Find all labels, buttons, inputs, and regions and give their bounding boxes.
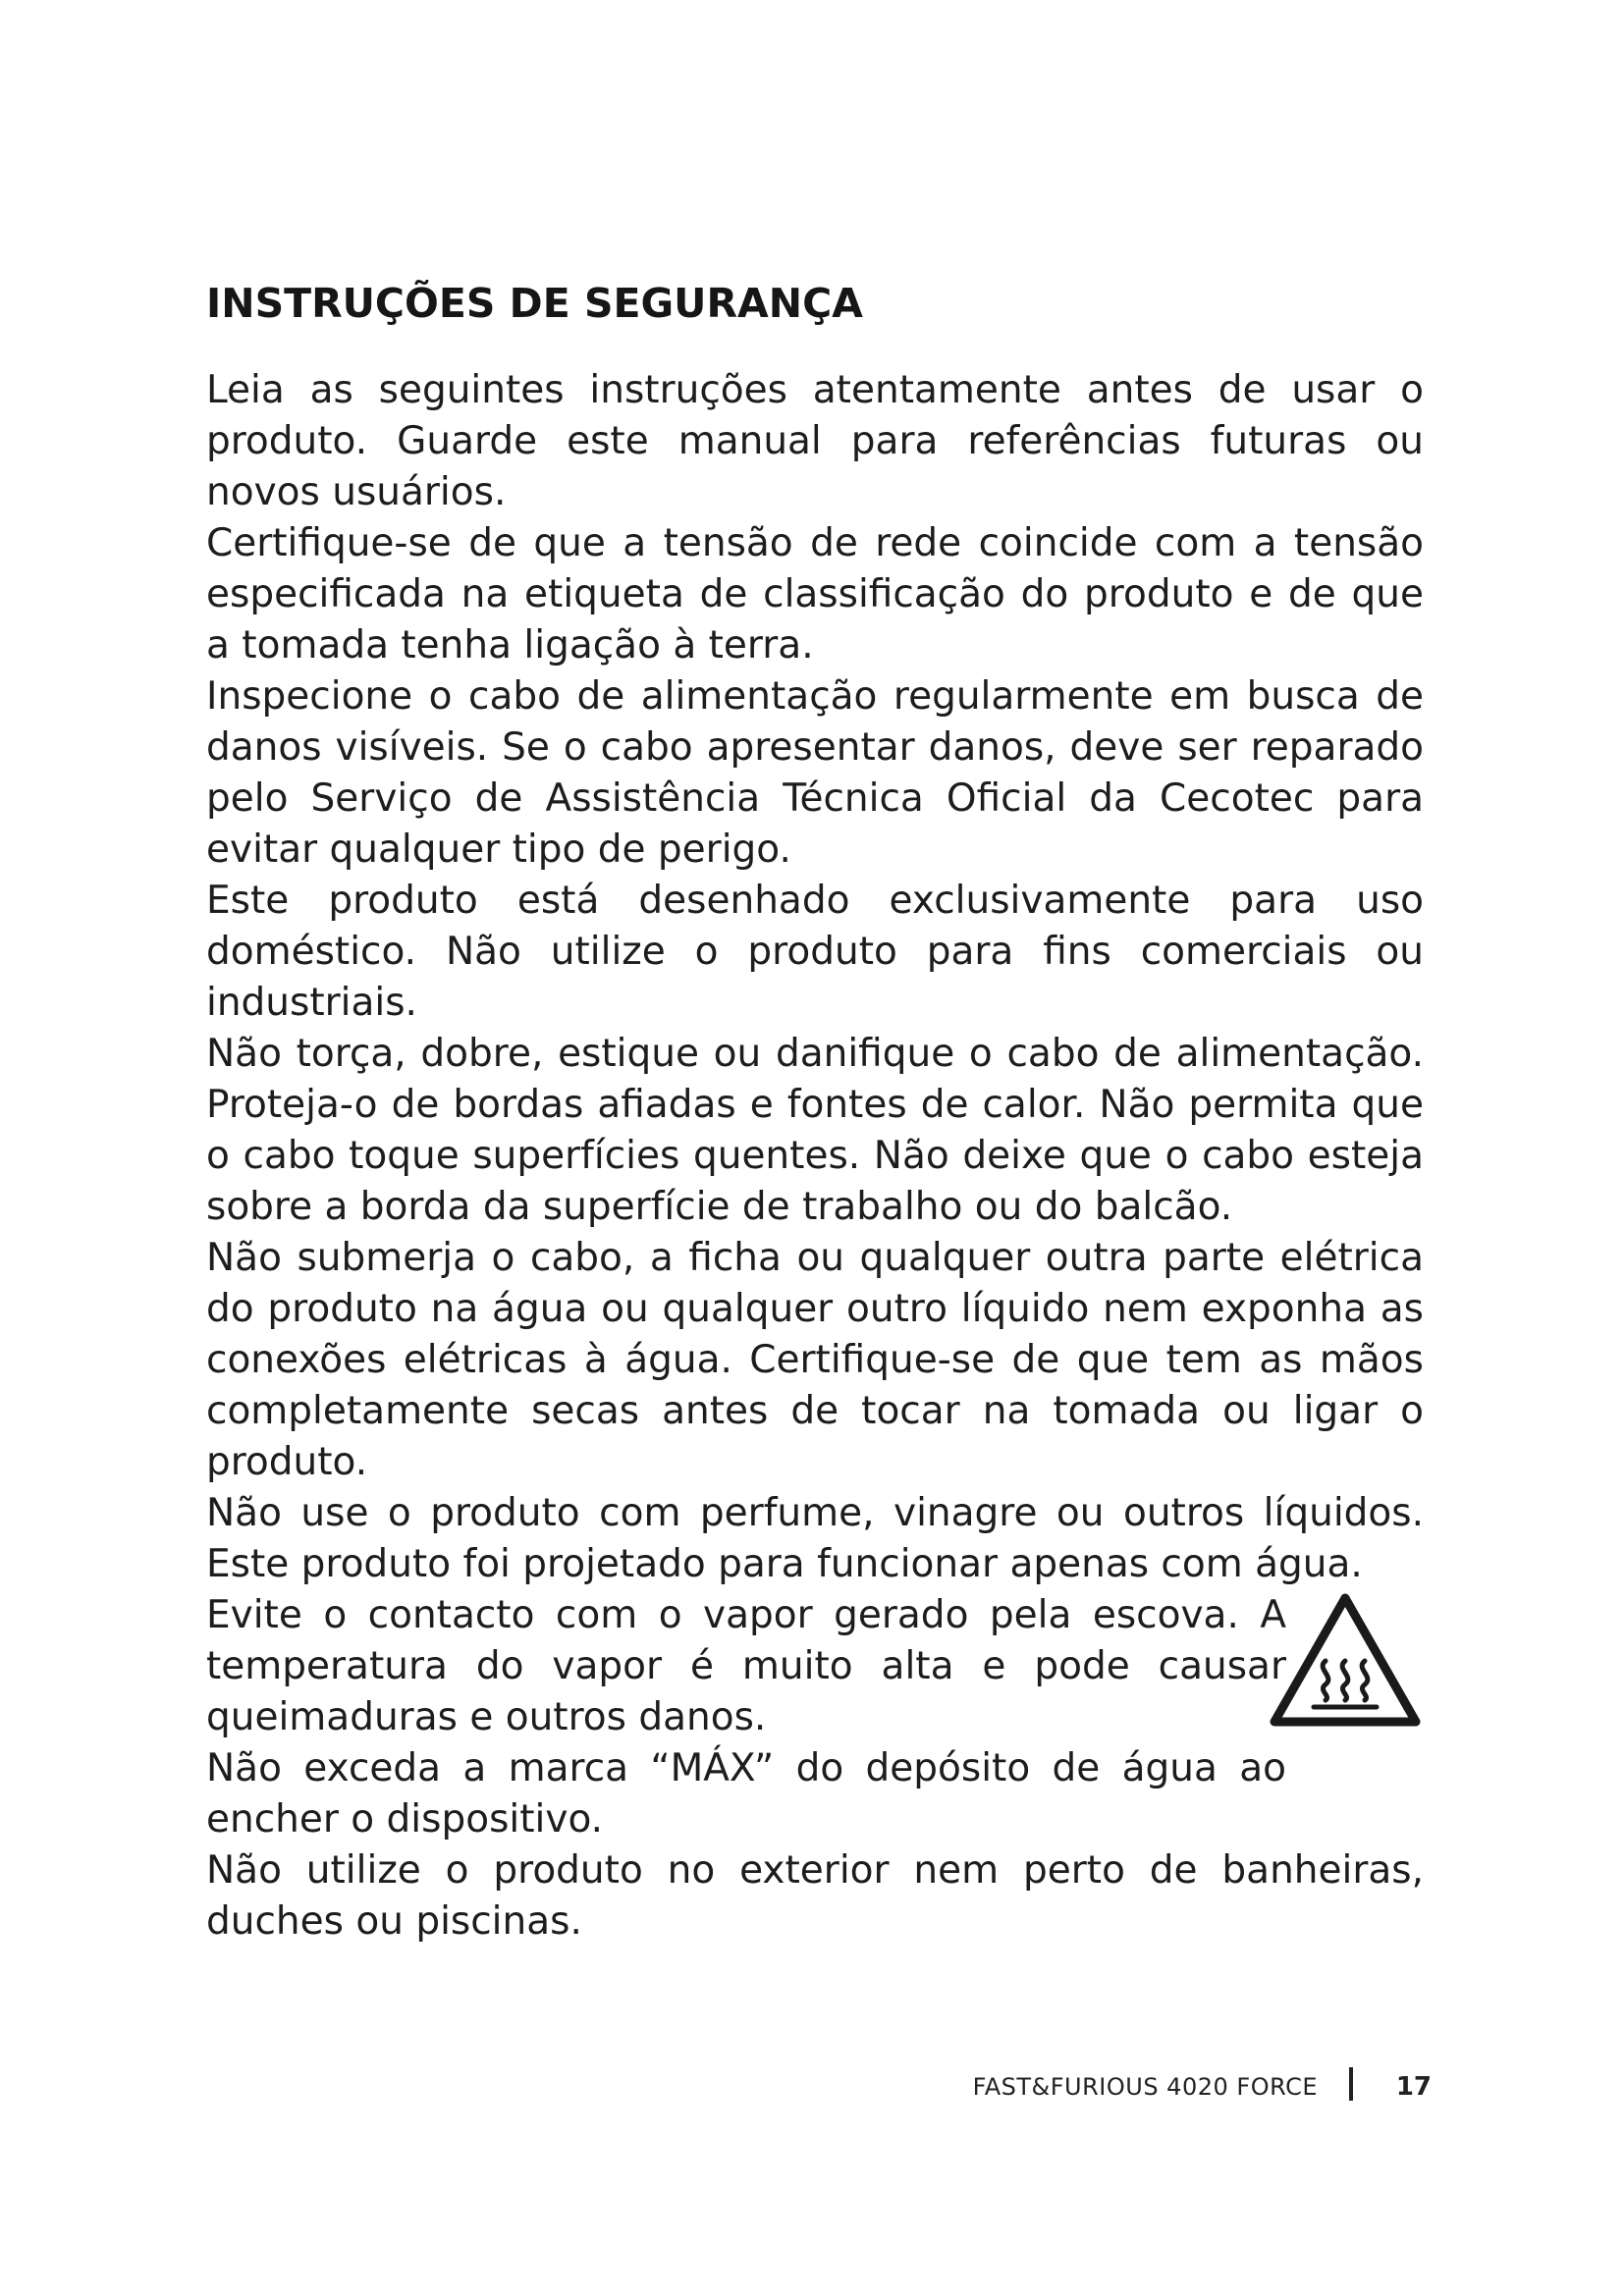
instruction-paragraph: Não submerja o cabo, a ficha ou qualquer outra parte elétrica do produto na água ou qualquer outro líquido nem exponha as conexões elétricas à água. Certifique-se de que tem as mãos completamente secas antes de tocar na tomada ou ligar o produto.	[206, 1236, 1424, 1484]
hot-surface-warning-icon	[1267, 1590, 1424, 1733]
instruction-paragraph: Não exceda a marca “MÁX” do depósito de água ao encher o dispositivo.	[206, 1746, 1286, 1842]
safety-instructions-body	[206, 365, 1424, 1948]
instruction-paragraph: Certifique-se de que a tensão de rede coincide com a tensão especificada na etiqueta de classificação do produto e de que a tomada tenha ligação à terra.	[206, 521, 1424, 667]
page-number: 17	[1395, 2072, 1432, 2102]
product-model-label: FAST&FURIOUS 4020 FORCE	[972, 2073, 1318, 2101]
footer-divider	[1349, 2067, 1353, 2101]
instruction-paragraph: Não torça, dobre, estique ou danifique o cabo de alimentação. Proteja-o de bordas afiadas e fontes de calor. Não permita que o cabo toque superfícies quentes. Não deixe que o cabo esteja sobre a borda da superfície de trabalho ou do balcão.	[206, 1032, 1424, 1229]
instruction-paragraph: Evite o contacto com o vapor gerado pela escova. A temperatura do vapor é muito alta e pode causar queimaduras e outros danos.	[206, 1593, 1286, 1739]
instruction-paragraph: Inspecione o cabo de alimentação regularmente em busca de danos visíveis. Se o cabo apresentar danos, deve ser reparado pelo Serviço de Assistência Técnica Oficial da Cecotec para evitar qualquer tipo de perigo.	[206, 674, 1424, 872]
instruction-paragraph: Leia as seguintes instruções atentamente antes de usar o produto. Guarde este manual para referências futuras ou novos usuários.	[206, 368, 1424, 514]
page-title: INSTRUÇÕES DE SEGURANÇA	[206, 280, 863, 327]
instruction-paragraph: Não use o produto com perfume, vinagre ou outros líquidos. Este produto foi projetado para funcionar apenas com água.	[206, 1491, 1424, 1586]
instruction-paragraph: Não utilize o produto no exterior nem perto de banheiras, duches ou piscinas.	[206, 1848, 1424, 1944]
instruction-paragraph: Este produto está desenhado exclusivamente para uso doméstico. Não utilize o produto para fins comerciais ou industriais.	[206, 879, 1424, 1025]
hot-surface-warning-block	[206, 1590, 1424, 1845]
page-footer	[0, 2067, 1435, 2107]
